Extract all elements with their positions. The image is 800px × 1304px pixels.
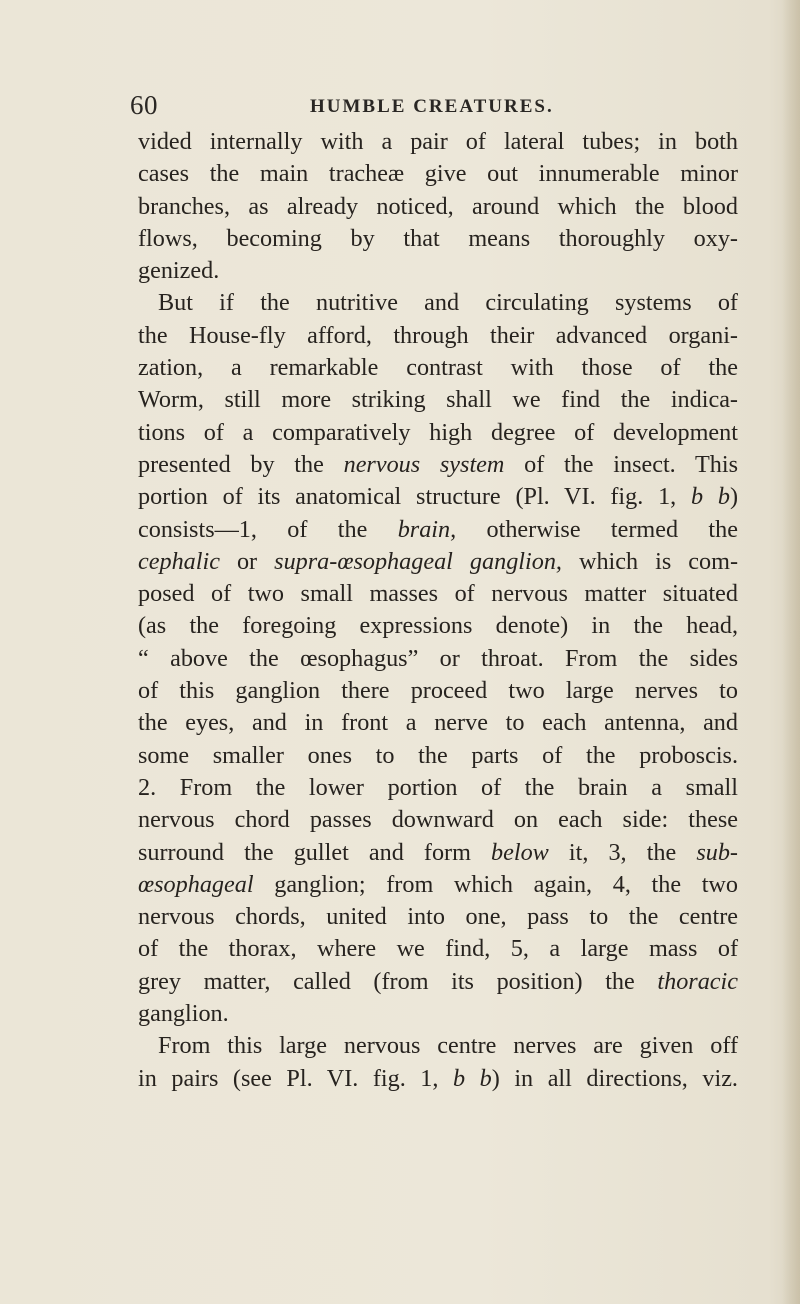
text-segment: in pairs (see Pl. VI. fig. 1, (138, 1064, 453, 1092)
text-segment: which is com- (561, 547, 738, 575)
text-line (138, 998, 738, 1030)
text-line (138, 901, 738, 933)
text-segment: posed of two small masses of nervous matter situated (138, 580, 738, 608)
text-line (138, 384, 738, 416)
text-segment: surround the gullet and form (138, 838, 492, 866)
italic-text: thoracic (657, 967, 738, 995)
text-line (138, 320, 738, 352)
text-line (138, 287, 738, 319)
text-line (138, 417, 738, 449)
running-head (130, 90, 750, 130)
text-segment: vided internally with a pair of lateral tubes; in both (138, 128, 738, 155)
text-segment: grey matter, called (from its position) the (138, 967, 658, 995)
text-segment: ) in all directions, viz. (491, 1064, 738, 1092)
text-line (138, 837, 738, 869)
italic-text: b b (453, 1064, 492, 1092)
text-segment: 2. From the lower portion of the brain a small (138, 773, 738, 801)
italic-text: sub- (696, 838, 738, 866)
italic-text: brain, (397, 515, 457, 543)
italic-text: below (491, 838, 549, 866)
text-segment: nervous chords, united into one, pass to the centre (138, 903, 738, 931)
text-segment: consists—1, of the (138, 515, 398, 543)
text-segment: it, 3, the (548, 838, 697, 866)
text-line (138, 869, 738, 901)
page-edge-shadow (782, 0, 800, 1304)
text-segment: “ above the œsophagus” or throat. From the sides (138, 644, 738, 672)
text-segment: tions of a comparatively high degree of development (138, 418, 738, 446)
text-line (138, 1063, 738, 1095)
text-line (138, 546, 738, 578)
text-segment: of this ganglion there proceed two large nerves to (138, 677, 738, 705)
text-line (138, 578, 738, 610)
text-line (138, 707, 738, 739)
text-segment: the eyes, and in front a nerve to each antenna, and (138, 709, 738, 737)
text-line (138, 514, 738, 546)
text-line (138, 126, 738, 158)
text-segment: Worm, still more striking shall we find the indica- (138, 386, 738, 414)
text-line (138, 772, 738, 804)
italic-text: nervous system (343, 450, 505, 478)
text-segment: some smaller ones to the parts of the proboscis. (138, 741, 738, 769)
text-segment: From this large nervous centre nerves are given off (158, 1032, 738, 1060)
text-segment: ) (729, 483, 739, 511)
italic-text: œsophageal (138, 870, 254, 898)
text-line (138, 223, 738, 255)
text-line (138, 643, 738, 675)
text-line (138, 966, 738, 998)
text-line (138, 158, 738, 190)
text-segment: portion of its anatomical structure (Pl. VI. fig. 1, (138, 483, 691, 511)
text-segment: otherwise termed the (456, 515, 738, 543)
text-segment: zation, a remarkable contrast with those of the (138, 354, 738, 382)
text-segment: cases the main tracheæ give out innumerable minor (138, 160, 738, 188)
text-segment: (as the foregoing expressions denote) in the head, (138, 612, 738, 640)
text-segment: ganglion; from which again, 4, the two (253, 870, 738, 898)
text-line (138, 352, 738, 384)
running-title: HUMBLE CREATURES. (310, 96, 554, 117)
text-segment: flows, becoming by that means thoroughly oxy- (138, 224, 738, 252)
text-segment: genized. (138, 257, 220, 285)
text-segment: of the insect. This (504, 450, 739, 478)
text-line (138, 1030, 738, 1062)
body-text (138, 126, 738, 1095)
text-line (138, 933, 738, 965)
text-line (138, 481, 738, 513)
text-segment: branches, as already noticed, around which the blood (138, 192, 738, 220)
text-line (138, 675, 738, 707)
italic-text: supra-œsophageal ganglion, (274, 547, 562, 575)
text-line (138, 191, 738, 223)
text-segment: of the thorax, where we find, 5, a large mass of (138, 935, 738, 963)
text-line (138, 610, 738, 642)
text-segment: ganglion. (138, 1000, 229, 1028)
text-line (138, 740, 738, 772)
text-segment: or (219, 547, 275, 575)
text-segment: presented by the (138, 450, 344, 478)
text-segment: the House-fly afford, through their advanced organi- (138, 321, 738, 349)
text-segment: But if the nutritive and circulating systems of (158, 289, 738, 317)
italic-text: cephalic (138, 547, 220, 575)
text-line (138, 255, 738, 287)
text-line (138, 449, 738, 481)
text-segment: nervous chord passes downward on each side: these (138, 806, 738, 834)
italic-text: b b (690, 483, 730, 511)
page-number: 60 (130, 90, 158, 120)
text-line (138, 804, 738, 836)
